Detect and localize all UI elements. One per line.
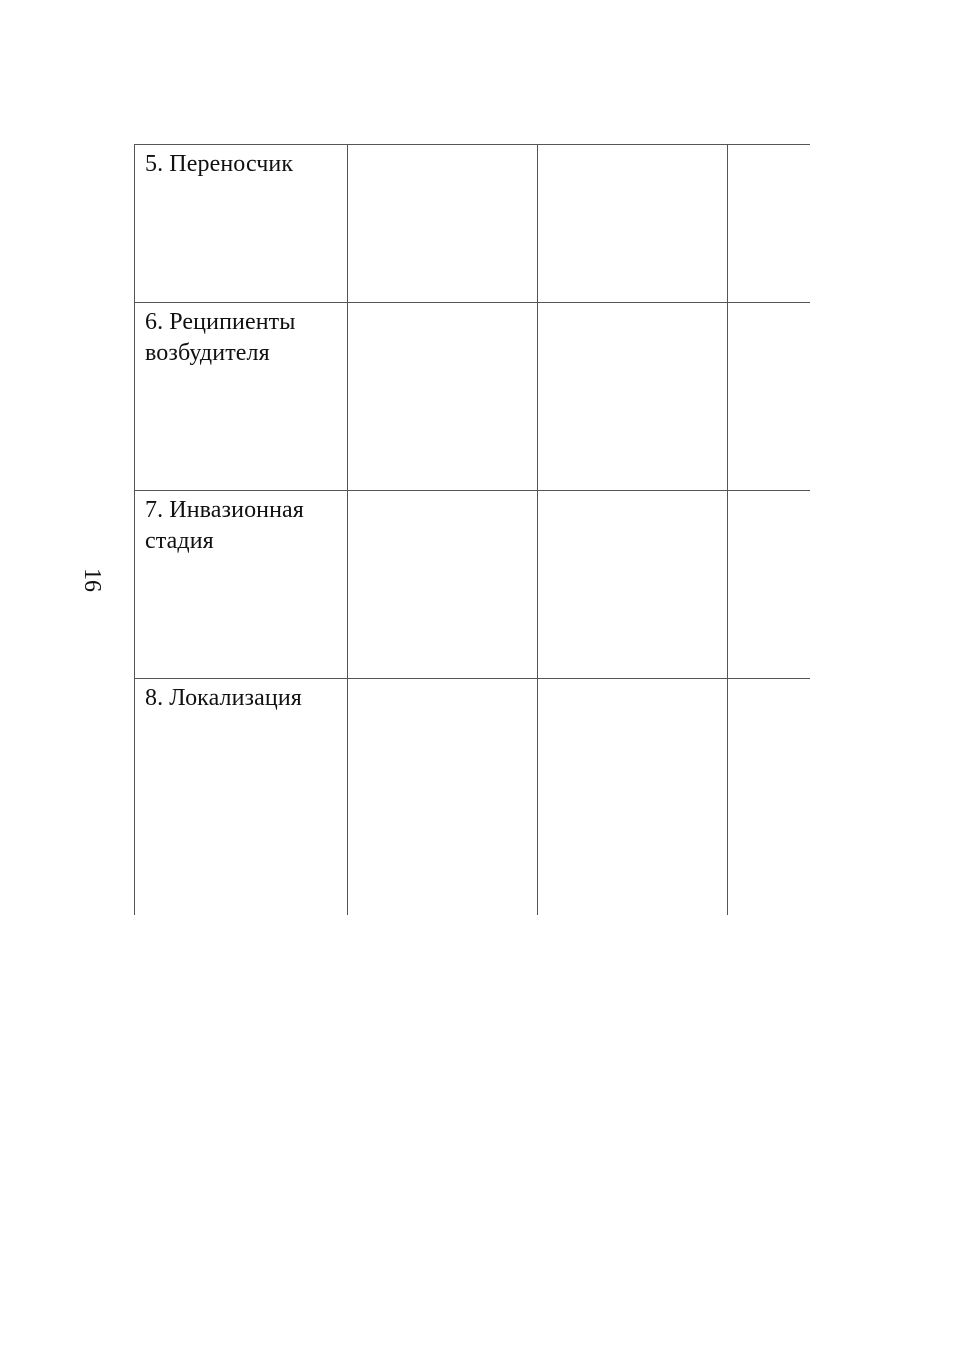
table-cell [538,303,728,491]
worksheet-table [134,144,810,915]
table-cell [348,145,538,303]
table-row [135,491,811,679]
table-cell [728,491,811,679]
table-cell [538,145,728,303]
table-row [135,145,811,303]
page-number: 16 [79,568,105,592]
table-cell [538,491,728,679]
row-label: 6. Реципиенты возбудителя [135,303,348,491]
table-row [135,679,811,916]
row-label: 5. Переносчик [135,145,348,303]
table-cell [348,491,538,679]
table-cell [728,679,811,916]
row-label: 7. Инвазионная стадия [135,491,348,679]
table-row [135,303,811,491]
worksheet-table-container [134,144,810,915]
table-cell [538,679,728,916]
table-cell [348,303,538,491]
table-cell [348,679,538,916]
table-cell [728,145,811,303]
table-cell [728,303,811,491]
row-label: 8. Локализация [135,679,348,916]
